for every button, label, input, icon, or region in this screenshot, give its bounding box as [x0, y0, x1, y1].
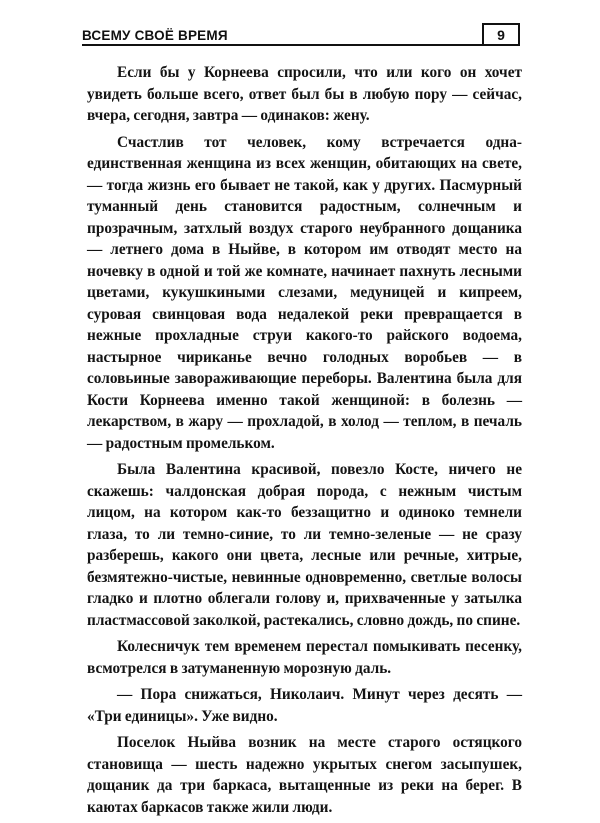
paragraph-5: — Пора снижаться, Николаич. Минут через десять — «Три единицы». Уже видно. [87, 686, 522, 725]
paragraph-2: Счастлив тот человек, кому встречается одна-единственная женщина из всех женщин, обитающих на свете, — тогда жизнь его бывает не такой, как у других. Пасмурный туманный день становится радостным, солнечным и прозрачным, затхлый воздух старого неубранного дощаника — летнего дома в Ныйве, в котором им отводят место на ночевку в одной и той же комнате, начинает пахнуть лесными цветами, кукушкиными слезами, медуницей и кипреем, суровая свинцовая вода недалекой реки превращается в нежные прохладные струи какого-то райского водоема, настырное чириканье вечно голодных воробьев — в соловьиные завораживающие переборы. Валентина была для Кости Корнеева именно такой женщиной: в болезнь — лекарством, в жару — прохладой, в холод — теплом, в печаль — радостным промельком. [87, 133, 522, 452]
paragraph-4: Колесничук тем временем перестал помыкивать песенку, всмотрелся в затуманенную морозную даль. [87, 638, 522, 677]
body-text [87, 62, 522, 823]
paragraph-6: Поселок Ныйва возник на месте старого остяцкого становища — шесть надежно укрытых снегом засыпушек, дощаник да три баркаса, вытащенные из реки на берег. В каютах баркасов также жили люди. [87, 734, 522, 816]
paragraph-3: Была Валентина красивой, повезло Косте, ничего не скажешь: чалдонская добрая порода, с нежным чистым лицом, на котором как-то беззащитно и одиноко темнели глаза, то ли темно-синие, то ли темно-зеленые — не сразу разберешь, какого они цвета, лесные или речные, хитрые, безмятежно-чистые, невинные одновременно, светлые волосы гладко и плотно облегали голову и, прихваченные у затылка пластмассовой заколкой, растекались, словно дождь, по спине. [87, 461, 522, 629]
running-title: ВСЕМУ СВОЁ ВРЕМЯ [82, 28, 228, 43]
page-number: 9 [482, 23, 520, 46]
paragraph-1: Если бы у Корнеева спросили, что или кого он хочет увидеть больше всего, ответ был бы в любую пору — сейчас, вчера, сегодня, завтра — одинаков: жену. [87, 64, 522, 124]
header-rule [82, 44, 492, 46]
page-header [82, 24, 522, 48]
